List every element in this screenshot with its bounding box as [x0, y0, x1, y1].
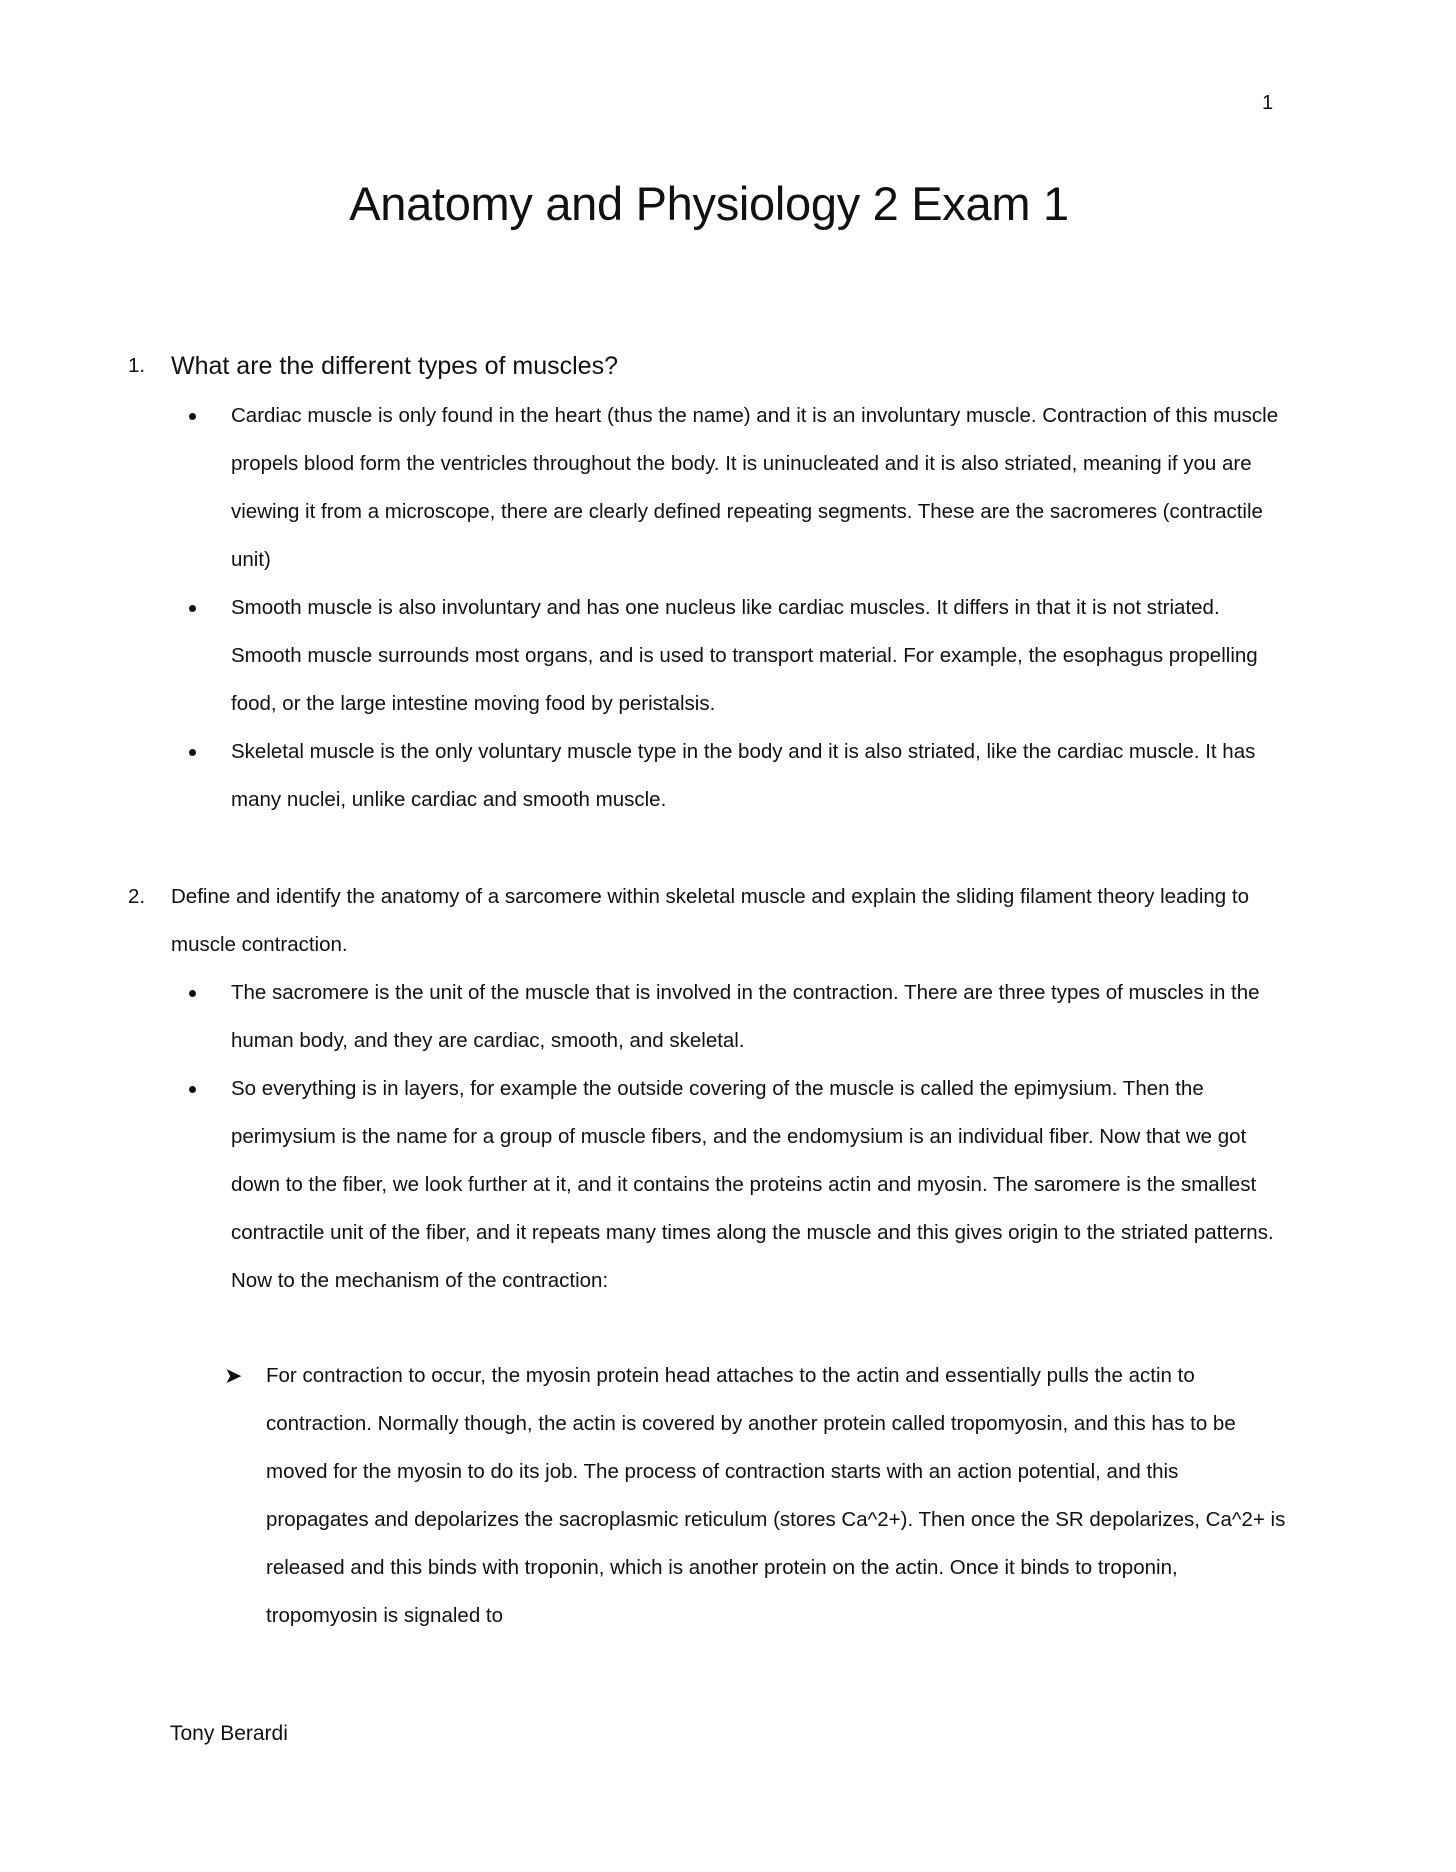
bullet-text: The sacromere is the unit of the muscle that is involved in the contraction. There are three types of muscles in the human body, and they are cardiac, smooth, and skeletal.: [231, 981, 1260, 1052]
subbullet-text: For contraction to occur, the myosin protein head attaches to the actin and essentially pulls the actin to contraction. Normally though, the actin is covered by another protein called tropomyosin, and this has to be moved for the myosin to do its job. The process of contraction starts with an action potential, and this propagates and depolarizes the sacroplasmic reticulum (stores Ca^2+). Then once the SR depolarizes, Ca^2+ is released and this binds with troponin, which is another protein on the actin. Once it binds to troponin, tropomyosin is signaled to: [266, 1364, 1286, 1627]
bullet-text: So everything is in layers, for example the outside covering of the muscle is called the epimysium. Then the perimysium is the name for a group of muscle fibers, and the endomysium is an individual fiber. Now that we got down to the fiber, we look further at it, and it contains the proteins actin and myosin. The saromere is the smallest contractile unit of the fiber, and it repeats many times along the muscle and this gives origin to the striated patterns. Now to the mechanism of the contraction:: [231, 1077, 1274, 1292]
list-item: [189, 584, 1289, 728]
bullet-text: Smooth muscle is also involuntary and has one nucleus like cardiac muscles. It differs in that it is not striated. Smooth muscle surrounds most organs, and is used to transport material. For example, the esophagus propelling food, or the large intestine moving food by peristalsis.: [231, 596, 1258, 715]
bullet-icon: [189, 605, 196, 612]
arrow-bullet-icon: ➤: [224, 1363, 243, 1388]
question-1-answers: [189, 392, 1289, 824]
list-item: [189, 392, 1289, 584]
question-text: What are the different types of muscles?: [171, 352, 618, 380]
page-number: 1: [1262, 92, 1274, 114]
question-2-answers: [189, 969, 1289, 1305]
question-number: 2.: [128, 885, 146, 908]
question-2: [128, 873, 1288, 969]
bullet-icon: [189, 413, 196, 420]
bullet-icon: [189, 990, 196, 997]
question-2-subanswers: [224, 1352, 1286, 1640]
list-item: [224, 1352, 1286, 1640]
question-number: 1.: [128, 354, 146, 377]
question-text: Define and identify the anatomy of a sarcomere within skeletal muscle and explain the sliding filament theory leading to muscle contraction.: [171, 885, 1249, 956]
bullet-text: Cardiac muscle is only found in the heart (thus the name) and it is an involuntary muscle. Contraction of this muscle propels blood form the ventricles throughout the body. It is uninucleated and it is also striated, meaning if you are viewing it from a microscope, there are clearly defined repeating segments. These are the sacromeres (contractile unit): [231, 404, 1279, 571]
bullet-icon: [189, 749, 196, 756]
question-1: [128, 342, 1288, 390]
bullet-text: Skeletal muscle is the only voluntary muscle type in the body and it is also striated, like the cardiac muscle. It has many nuclei, unlike cardiac and smooth muscle.: [231, 740, 1256, 811]
page-title: Anatomy and Physiology 2 Exam 1: [349, 177, 1069, 230]
list-item: [189, 1065, 1289, 1305]
list-item: [189, 969, 1289, 1065]
bullet-icon: [189, 1086, 196, 1093]
list-item: [189, 728, 1289, 824]
footer-author: Tony Berardi: [170, 1722, 288, 1745]
